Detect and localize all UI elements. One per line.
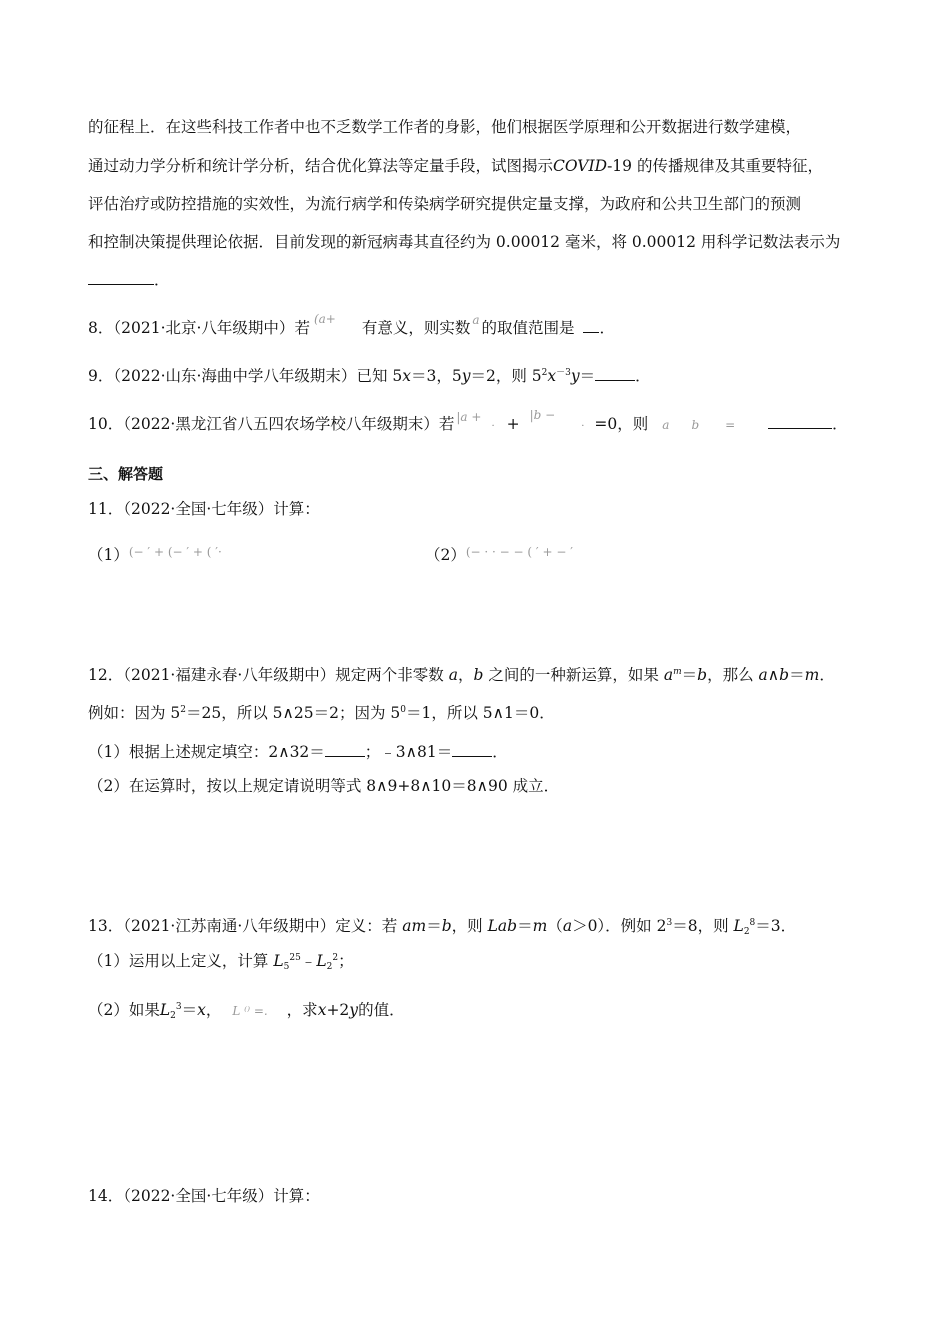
question-12-example	[88, 703, 555, 723]
intro-text: 和控制决策提供理论依据．目前发现的新冠病毒其直径约为 0.00012 毫米，将 0.00012 用科学记数法表示为	[88, 233, 841, 251]
var-x: x	[402, 367, 411, 385]
period: ．	[635, 367, 651, 385]
question-text: （	[547, 917, 563, 935]
intro-line-3	[88, 194, 801, 214]
var-m: m	[804, 666, 820, 684]
var-y: y	[570, 367, 580, 385]
answer-blank[interactable]	[452, 742, 492, 757]
question-12-part-2	[88, 776, 559, 796]
covid-term: COVID	[553, 157, 608, 175]
question-text: 有意义，则实数	[361, 319, 471, 337]
question-text: ，	[205, 1001, 222, 1019]
part-text: （2）如果	[88, 1001, 160, 1019]
var-m: m	[532, 917, 548, 935]
question-text: 定义：若	[335, 917, 398, 935]
question-text: 规定两个非零数	[335, 666, 444, 684]
answer-blank[interactable]	[88, 270, 154, 285]
answer-blank[interactable]	[595, 366, 635, 381]
question-text: ＝	[681, 666, 698, 684]
question-number: 10．	[88, 415, 124, 433]
part-text: ，求	[286, 1001, 318, 1019]
formula-fragment: =	[725, 418, 736, 432]
exponent: 25	[289, 953, 301, 963]
exponent: 0	[400, 705, 406, 715]
var-a: a	[448, 666, 458, 684]
question-text: ＝	[426, 917, 442, 935]
part-text: +2	[326, 1001, 350, 1019]
question-13	[88, 916, 796, 936]
formula-term: Lab	[487, 917, 518, 935]
part-label: （1）	[88, 546, 129, 564]
question-text: ＝	[181, 1001, 198, 1019]
question-text: ，则	[451, 917, 483, 935]
question-text: ＝3．	[755, 917, 797, 935]
question-source: （2022·黑龙江省八五四农场学校八年级期末）	[123, 415, 439, 433]
question-text: ＝3，5	[410, 367, 462, 385]
formula-term: am	[402, 917, 427, 935]
formula-fragment: (− · · − − ( ′ + − ′	[465, 545, 573, 559]
question-9	[88, 366, 651, 386]
var-a: a	[562, 917, 573, 935]
subscript: 2	[170, 1011, 176, 1021]
part-text: （1）根据上述规定填空：2∧32＝	[88, 743, 325, 761]
exponent: －3	[556, 368, 571, 378]
formula-fragment: (a+	[313, 312, 336, 326]
question-number: 8．	[88, 319, 114, 337]
question-text: ，	[458, 666, 474, 684]
question-13-part-1	[88, 951, 354, 971]
part-text: 的值．	[358, 1001, 405, 1019]
question-text: 之间的一种新运算，如果	[488, 666, 659, 684]
question-source: （2022·全国·七年级）	[123, 1187, 274, 1205]
question-text: ＞0）．例如 2	[572, 917, 667, 935]
question-text: 例如：因为 5	[88, 704, 181, 722]
var-x: x	[317, 1001, 327, 1019]
operator: ﹣	[300, 952, 317, 970]
question-text: ＝2，则 5	[470, 367, 542, 385]
var-a: a	[663, 666, 674, 684]
question-text: ＝25，所以 5∧25＝2；因为 5	[186, 704, 401, 722]
formula-variable: a	[662, 418, 670, 432]
question-11-part-1	[88, 545, 222, 566]
subscript: 2	[743, 927, 750, 937]
formula-fragment: L ⁽⁾ =.	[232, 1004, 268, 1018]
question-10	[88, 408, 848, 437]
question-11	[88, 499, 320, 519]
question-8	[88, 312, 615, 339]
period: ．	[819, 666, 835, 684]
question-text: ，那么	[707, 666, 754, 684]
question-13-part-2	[88, 1000, 405, 1021]
question-12	[88, 665, 835, 685]
section-heading	[88, 464, 163, 484]
formula-fragment: ·	[491, 421, 495, 432]
intro-text: -19 的传播规律及其重要特征，	[607, 157, 823, 175]
question-source: （2022·全国·七年级）	[123, 500, 274, 518]
question-text: 计算：	[273, 1187, 320, 1205]
section-title: 三、解答题	[88, 465, 164, 483]
var-b: b	[441, 917, 452, 935]
part-text: ；﹣3∧81＝	[364, 743, 453, 761]
var-y: y	[461, 367, 471, 385]
intro-line-4	[88, 232, 840, 252]
exponent: 2	[541, 368, 548, 378]
question-11-part-2	[425, 545, 573, 566]
var-x: x	[547, 367, 557, 385]
period: ．	[154, 271, 170, 289]
var-y: y	[349, 1001, 359, 1019]
question-text: ＝	[517, 917, 533, 935]
intro-text: 的征程上．在这些科技工作者中也不乏数学工作者的身影，他们根据医学原理和公开数据进行数学建模，	[88, 118, 802, 136]
part-text: （2）在运算时，按以上规定请说明等式 8∧9+8∧10＝8∧90 成立．	[88, 777, 560, 795]
answer-blank[interactable]	[768, 414, 832, 429]
answer-blank[interactable]	[583, 318, 599, 333]
var-b: b	[473, 666, 484, 684]
formula-fragment: (− ′ + (− ′ + ( ′·	[128, 545, 222, 559]
formula-variable: a	[472, 313, 480, 327]
question-source: （2021·北京·八年级期中）	[113, 319, 295, 337]
exponent: 2	[332, 953, 339, 963]
var-b: b	[697, 666, 708, 684]
operator: ∧	[767, 666, 780, 684]
exponent: 3	[175, 1002, 182, 1012]
question-number: 13．	[88, 917, 124, 935]
question-text: 计算：	[273, 500, 320, 518]
question-14	[88, 1186, 320, 1206]
question-source: （2021·江苏南通·八年级期中）	[123, 917, 336, 935]
period: ．	[599, 319, 615, 337]
question-text: ＝1，所以 5∧1＝0．	[406, 704, 555, 722]
question-text: 的取值范围是	[481, 319, 575, 337]
question-text: 已知 5	[356, 367, 403, 385]
formula-variable: b	[691, 418, 700, 432]
question-text: 若	[294, 319, 310, 337]
exponent: 8	[749, 918, 756, 928]
question-number: 14．	[88, 1187, 124, 1205]
formula-term: L	[733, 917, 744, 935]
intro-line-2	[88, 156, 823, 176]
question-source: （2022·山东·海曲中学八年级期末）	[113, 367, 357, 385]
subscript: 5	[283, 962, 290, 972]
part-text: ；	[338, 952, 354, 970]
formula-fragment: |b −	[529, 408, 556, 422]
question-text: ＝8，则	[672, 917, 729, 935]
question-text: =0，则	[594, 415, 649, 433]
formula-fragment: |a +	[456, 410, 482, 424]
part-text: （1）运用以上定义，计算	[88, 952, 269, 970]
var-a: a	[758, 666, 768, 684]
question-source: （2021·福建永春·八年级期中）	[123, 666, 336, 684]
intro-line-5	[88, 270, 170, 290]
formula-fragment: ·	[581, 421, 585, 432]
period: ．	[492, 743, 508, 761]
formula-term: L	[159, 1001, 171, 1019]
exponent: 2	[180, 705, 187, 715]
exponent: 3	[666, 918, 673, 928]
question-number: 9．	[88, 367, 114, 385]
subscript: 2	[326, 962, 333, 972]
question-12-part-1	[88, 742, 508, 762]
question-text: ＝	[579, 367, 596, 385]
intro-text: 通过动力学分析和统计学分析，结合优化算法等定量手段，试图揭示	[88, 157, 554, 175]
intro-line-1	[88, 117, 801, 137]
intro-text: 评估治疗或防控措施的实效性，为流行病学和传染病学研究提供定量支撑，为政府和公共卫生部门的预测	[88, 195, 802, 213]
formula-term: L	[273, 952, 284, 970]
question-text: ＝	[789, 666, 805, 684]
var-x: x	[197, 1001, 206, 1019]
question-number: 11．	[88, 500, 124, 518]
exponent: m	[673, 667, 682, 677]
part-label: （2）	[425, 546, 466, 564]
var-b: b	[779, 666, 790, 684]
question-number: 12．	[88, 666, 124, 684]
answer-blank[interactable]	[325, 742, 365, 757]
question-text: 若	[438, 415, 455, 433]
formula-term: L	[316, 952, 327, 970]
plus-sign: +	[506, 415, 520, 433]
period: ．	[832, 415, 848, 433]
